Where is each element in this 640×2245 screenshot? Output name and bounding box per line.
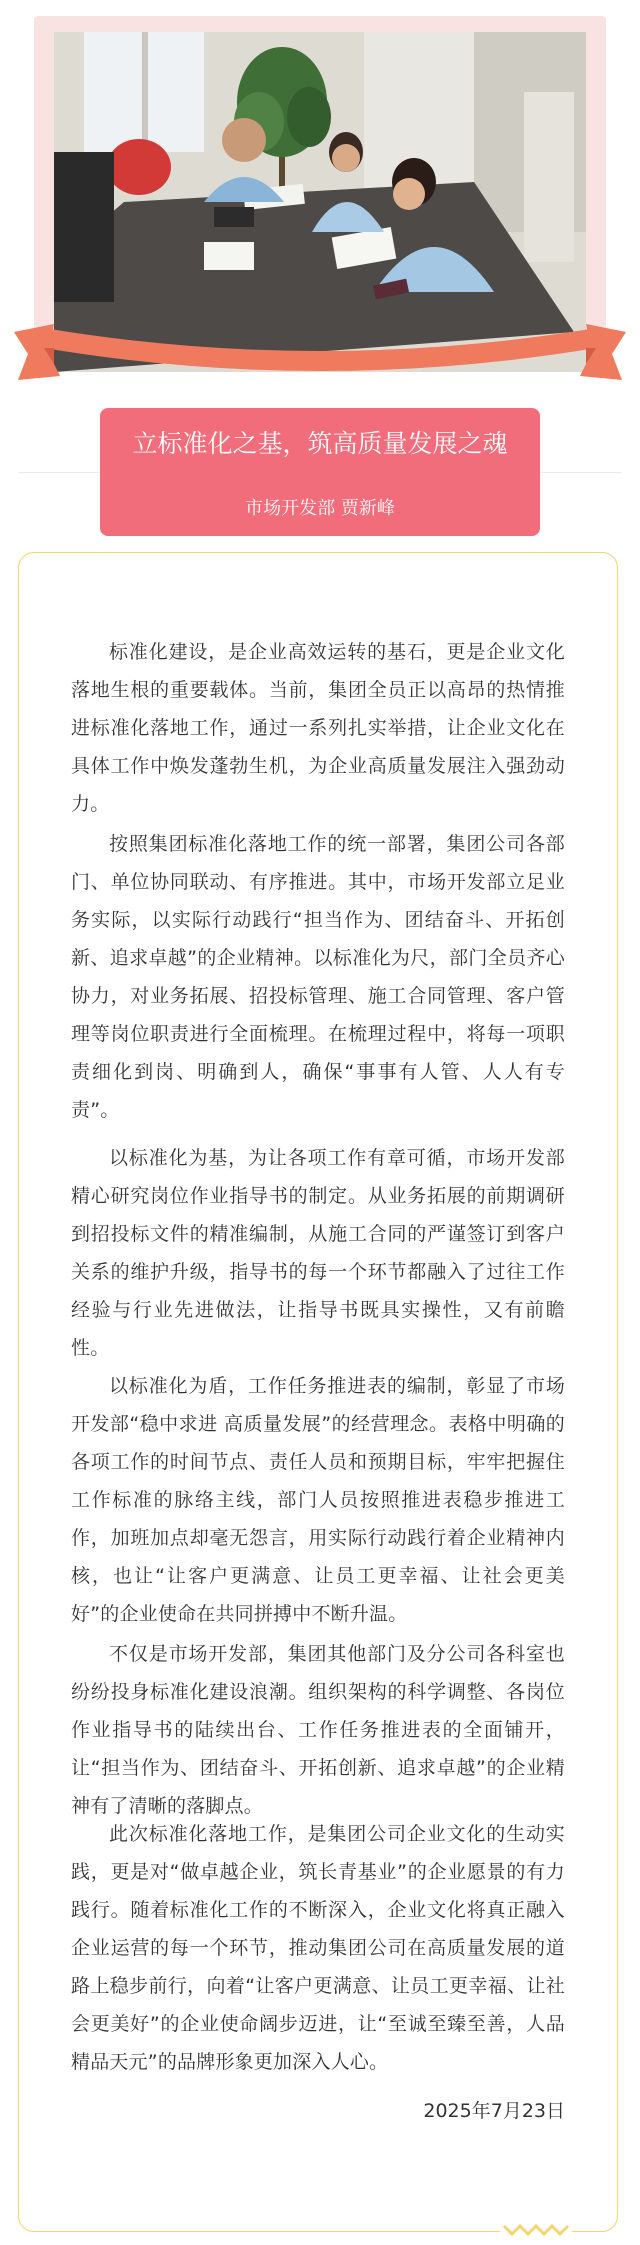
article-date: 2025年7月23日 <box>423 2100 565 2122</box>
paragraph-1: 标准化建设，是企业高效运转的基石，更是企业文化落地生根的重要载体。当前，集团全员正以高昂的热情推进标准化落地工作，通过一系列扎实举措，让企业文化在具体工作中焕发蓬勃生机，为企业高质量发展注入强劲动力。 <box>71 641 565 815</box>
photo-frame <box>34 16 606 370</box>
article-author: 市场开发部 贾新峰 <box>245 498 395 519</box>
paragraph-6: 此次标准化落地工作，是集团公司企业文化的生动实践，更是对“做卓越企业，筑长青基业”的企业愿景的有力践行。随着标准化工作的不断深入，企业文化将真正融入企业运营的每一个环节，推动集团公司在高质量发展的道路上稳步前行，向着“让客户更满意、让员工更幸福、让社会更美好”的企业使命阔步迈进，让“至诚至臻至善，人品精品天元”的品牌形象更加深入人心。 <box>71 1823 565 2073</box>
paragraph-5: 不仅是市场开发部，集团其他部门及分公司各科室也纷纷投身标准化建设浪潮。组织架构的科学调整、各岗位作业指导书的陆续出台、工作任务推进表的全面铺开，让“担当作为、团结奋斗、开拓创新、追求卓越”的企业精神有了清晰的落脚点。 <box>71 1643 565 1817</box>
paragraph-3: 以标准化为基，为让各项工作有章可循，市场开发部精心研究岗位作业指导书的制定。从业务拓展的前期调研到招投标文件的精准编制，从施工合同的严谨签订到客户关系的维护升级，指导书的每一个环节都融入了过往工作经验与行业先进做法，让指导书既具实操性，又有前瞻性。 <box>71 1147 565 1359</box>
article-body <box>18 552 618 2232</box>
paragraph-4: 以标准化为盾，工作任务推进表的编制，彰显了市场开发部“稳中求进 高质量发展”的经营理念。表格中明确的各项工作的时间节点、责任人员和预期目标，牢牢把握住工作标准的脉络主线，部门人员按照推进表稳步推进工作，加班加点却毫无怨言，用实际行动践行着企业精神内核，也让“让客户更满意、让员工更幸福、让社会更美好”的企业使命在共同拼搏中不断升温。 <box>71 1375 565 1625</box>
wave-decoration <box>500 2218 572 2240</box>
ribbon-decoration <box>14 318 626 388</box>
title-card <box>100 408 540 536</box>
article-title: 立标准化之基，筑高质量发展之魂 <box>132 429 508 458</box>
paragraph-2: 按照集团标准化落地工作的统一部署，集团公司各部门、单位协同联动、有序推进。其中，市场开发部立足业务实际，以实际行动践行“担当作为、团结奋斗、开拓创新、追求卓越”的企业精神。以标准化为尺，部门全员齐心协力，对业务拓展、招投标管理、施工合同管理、客户管理等岗位职责进行全面梳理。在梳理过程中，将每一项职责细化到岗、明确到人，确保“事事有人管、人人有专责”。 <box>71 833 565 1121</box>
